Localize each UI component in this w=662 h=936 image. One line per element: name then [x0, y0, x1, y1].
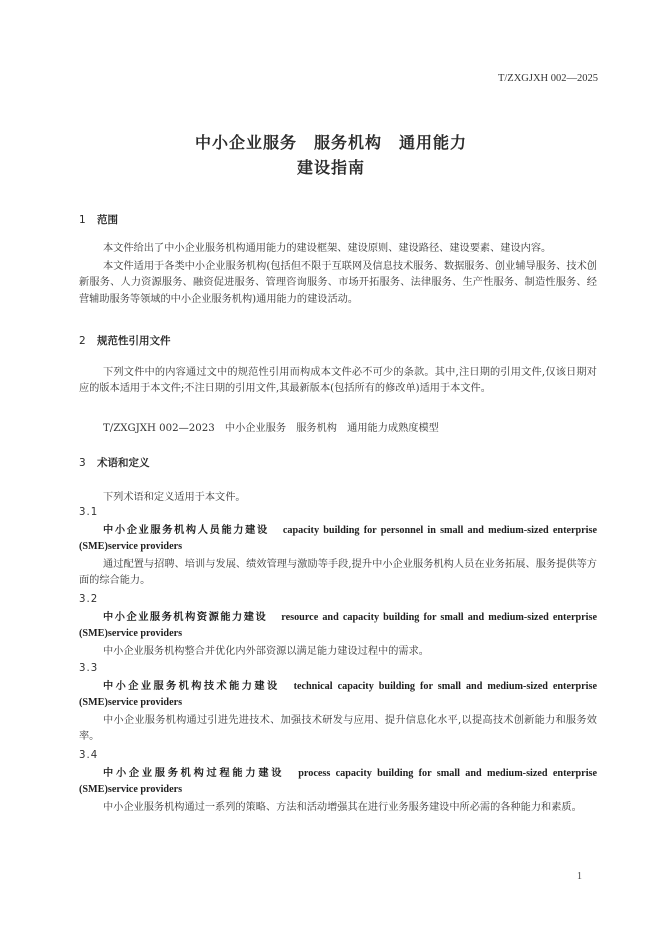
term-chinese: 中小企业服务机构过程能力建设 — [103, 768, 285, 779]
references-paragraph: 下列文件中的内容通过文中的规范性引用而构成本文件必不可少的条款。其中,注日期的引用文件,仅该日期对应的版本适用于本文件;不注日期的引用文件,其最新版本(包括所有的修改单)适用于本文件。 — [79, 367, 597, 395]
document-title-line-2: 建设指南 — [296, 158, 365, 177]
section-number: 2 — [79, 335, 86, 347]
term-number: 3.2 — [79, 594, 99, 605]
page-number: 1 — [577, 871, 582, 882]
section-3-heading — [79, 455, 150, 470]
term-chinese: 中小企业服务机构资源能力建设 — [103, 612, 268, 623]
term-chinese: 中小企业服务机构技术能力建设 — [103, 681, 280, 692]
term-definition: 中小企业服务机构通过一系列的策略、方法和活动增强其在进行业务服务建设中所必需的各种能力和素质。 — [103, 802, 582, 813]
term-number: 3.4 — [79, 750, 99, 761]
term-english: resource and capacity building for small and medium-sized enterprise (SME)service providers — [79, 612, 597, 640]
term-definition: 中小企业服务机构通过引进先进技术、加强技术研发与应用、提升信息化水平,以提高技术创新能力和服务效率。 — [79, 715, 597, 743]
term-entry — [79, 766, 597, 799]
normative-reference: T/ZXGJXH 002—2023 中小企业服务 服务机构 通用能力成熟度模型 — [103, 423, 439, 434]
section-title: 规范性引用文件 — [97, 335, 171, 347]
term-entry — [79, 679, 597, 712]
term-entry — [79, 523, 597, 556]
term-english: technical capacity building for small and medium-sized enterprise (SME)service providers — [79, 681, 597, 709]
term-definition: 通过配置与招聘、培训与发展、绩效管理与激励等手段,提升中小企业服务机构人员在业务拓展、服务提供等方面的综合能力。 — [79, 559, 597, 587]
term-english: process capacity building for small and medium-sized enterprise (SME)service providers — [79, 768, 598, 796]
section-1-heading — [79, 212, 118, 227]
section-title: 范围 — [97, 214, 118, 226]
document-number: T/ZXGJXH 002—2025 — [497, 73, 598, 84]
term-number: 3.3 — [79, 663, 99, 674]
section-number: 3 — [79, 457, 86, 469]
section-2-heading — [79, 333, 171, 348]
term-english: capacity building for personnel in small and medium-sized enterprise (SME)service providers — [79, 525, 598, 553]
section-title: 术语和定义 — [97, 457, 150, 469]
term-definition: 中小企业服务机构整合并优化内外部资源以满足能力建设过程中的需求。 — [103, 646, 429, 657]
term-entry — [79, 610, 597, 643]
scope-paragraph-1: 本文件给出了中小企业服务机构通用能力的建设框架、建设原则、建设路径、建设要素、建设内容。 — [103, 243, 552, 254]
term-number: 3.1 — [79, 507, 99, 518]
section-number: 1 — [79, 214, 86, 226]
document-title-line-1: 中小企业服务 服务机构 通用能力 — [194, 133, 467, 152]
terms-intro: 下列术语和定义适用于本文件。 — [103, 492, 246, 503]
term-chinese: 中小企业服务机构人员能力建设 — [103, 525, 269, 536]
scope-paragraph-2: 本文件适用于各类中小企业服务机构(包括但不限于互联网及信息技术服务、数据服务、创业辅导服务、技术创新服务、人力资源服务、融资促进服务、管理咨询服务、市场开拓服务、法律服务、生产性服务、制造性服务、经营辅助服务等领域的中小企业服务机构)通用能力的建设活动。 — [79, 261, 597, 305]
